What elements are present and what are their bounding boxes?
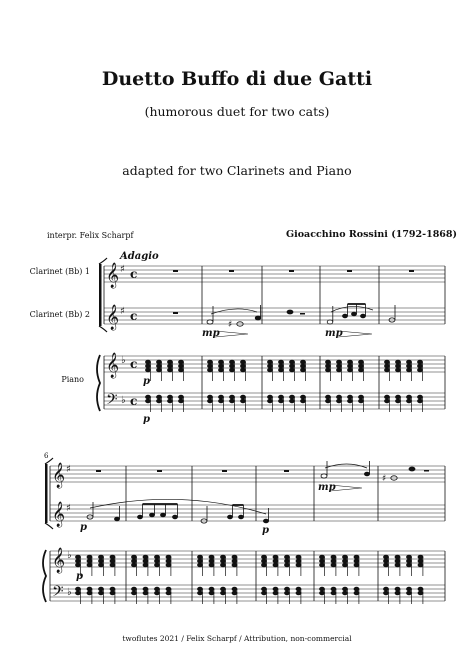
chord-notehead [132, 559, 137, 563]
chord-notehead [87, 559, 92, 563]
chord-notehead [331, 559, 336, 563]
svg-text:♯: ♯ [66, 464, 71, 475]
chord-notehead [166, 587, 171, 591]
chord-notehead [155, 555, 160, 559]
chord-notehead [76, 563, 81, 567]
chord-notehead [348, 360, 353, 364]
svg-text:𝄞: 𝄞 [52, 502, 66, 527]
chord-notehead [296, 555, 301, 559]
chord-notehead [268, 368, 273, 372]
staff-clarinet-1 [104, 266, 445, 282]
svg-text:c: c [130, 267, 138, 281]
chord-notehead [268, 395, 273, 399]
chord-notehead [208, 395, 213, 399]
chord-notehead [418, 364, 423, 368]
chord-notehead [285, 563, 290, 567]
chord-notehead [301, 360, 306, 364]
system-1-key-signature [120, 264, 126, 406]
chord-notehead [221, 587, 226, 591]
chord-notehead [395, 563, 400, 567]
tempo-marking: Adagio [120, 251, 159, 262]
chord-notehead [155, 591, 160, 595]
chord-notehead [209, 587, 214, 591]
chord-notehead [348, 399, 353, 403]
chord-notehead [99, 555, 104, 559]
svg-text:♭: ♭ [67, 550, 72, 561]
chord-notehead [110, 555, 115, 559]
chord-notehead [110, 587, 115, 591]
chord-notehead [209, 559, 214, 563]
chord-notehead [87, 563, 92, 567]
chord-notehead [268, 364, 273, 368]
chord-notehead [326, 399, 331, 403]
chord-notehead [168, 399, 173, 403]
chord-notehead [418, 559, 423, 563]
chord-notehead [359, 364, 364, 368]
chord-notehead [343, 591, 348, 595]
chord-notehead [221, 591, 226, 595]
chord-notehead [87, 591, 92, 595]
chord-notehead [146, 399, 151, 403]
chord-notehead [221, 563, 226, 567]
system-1-barlines [202, 266, 445, 409]
copyright-footer: twoflutes 2021 / Felix Scharpf / Attribution, non-commercial [122, 634, 352, 643]
svg-text:♭: ♭ [67, 587, 72, 598]
chord-notehead [230, 360, 235, 364]
svg-text:𝄢: 𝄢 [106, 391, 118, 412]
chord-notehead [320, 591, 325, 595]
interpreter-credit: interpr. Felix Scharpf [47, 231, 134, 240]
chord-notehead [418, 360, 423, 364]
chord-notehead [179, 395, 184, 399]
chord-notehead [343, 559, 348, 563]
chord-notehead [384, 559, 389, 563]
svg-text:c: c [130, 394, 138, 408]
chord-notehead [301, 395, 306, 399]
chord-notehead [166, 555, 171, 559]
chord-notehead [268, 399, 273, 403]
chord-notehead [385, 368, 390, 372]
chord-notehead [157, 399, 162, 403]
chord-notehead [285, 555, 290, 559]
chord-notehead [262, 563, 267, 567]
chord-notehead [155, 587, 160, 591]
chord-notehead [179, 364, 184, 368]
chord-notehead [157, 395, 162, 399]
chord-notehead [354, 555, 359, 559]
chord-notehead [232, 559, 237, 563]
chord-notehead [208, 360, 213, 364]
chord-notehead [395, 559, 400, 563]
svg-text:mp: mp [202, 328, 220, 339]
chord-notehead [273, 559, 278, 563]
chord-notehead [285, 559, 290, 563]
chord-notehead [219, 360, 224, 364]
chord-notehead [146, 364, 151, 368]
system-1-time-signature [130, 267, 137, 408]
chord-notehead [407, 559, 412, 563]
svg-text:♯: ♯ [66, 503, 71, 514]
chord-notehead [146, 395, 151, 399]
chord-notehead [219, 364, 224, 368]
chord-notehead [232, 555, 237, 559]
svg-text:p: p [80, 522, 87, 533]
chord-notehead [331, 555, 336, 559]
svg-text:𝄞: 𝄞 [106, 263, 120, 288]
chord-notehead [407, 364, 412, 368]
system-2-clefs [52, 462, 65, 604]
chord-notehead [99, 563, 104, 567]
chord-notehead [418, 591, 423, 595]
chord-notehead [219, 399, 224, 403]
chord-notehead [230, 368, 235, 372]
chord-notehead [232, 591, 237, 595]
chord-notehead [407, 591, 412, 595]
chord-notehead [209, 563, 214, 567]
staff-piano-bass [104, 393, 445, 409]
chord-notehead [208, 399, 213, 403]
chord-notehead [407, 587, 412, 591]
chord-notehead [279, 364, 284, 368]
chord-notehead [296, 591, 301, 595]
chord-notehead [337, 399, 342, 403]
chord-notehead [343, 563, 348, 567]
chord-notehead [285, 591, 290, 595]
chord-notehead [168, 368, 173, 372]
system-1-clefs [106, 262, 119, 412]
chord-notehead [354, 559, 359, 563]
chord-notehead [418, 587, 423, 591]
chord-notehead [296, 559, 301, 563]
svg-text:𝄞: 𝄞 [52, 548, 66, 573]
chord-notehead [168, 360, 173, 364]
chord-notehead [359, 360, 364, 364]
chord-notehead [132, 591, 137, 595]
chord-notehead [326, 364, 331, 368]
chord-notehead [279, 360, 284, 364]
chord-notehead [110, 591, 115, 595]
chord-notehead [326, 395, 331, 399]
chord-notehead [354, 587, 359, 591]
chord-notehead [395, 587, 400, 591]
chord-notehead [99, 559, 104, 563]
svg-text:𝄞: 𝄞 [52, 463, 66, 488]
svg-text:♯: ♯ [382, 474, 387, 484]
chord-notehead [110, 559, 115, 563]
system-2-key-signature [66, 464, 72, 598]
svg-text:♯: ♯ [228, 320, 233, 330]
chord-notehead [230, 364, 235, 368]
chord-notehead [208, 364, 213, 368]
arrangement-note: adapted for two Clarinets and Piano [122, 163, 352, 178]
chord-notehead [290, 368, 295, 372]
chord-notehead [219, 368, 224, 372]
chord-notehead [262, 555, 267, 559]
chord-notehead [87, 555, 92, 559]
instrument-label-clarinet-2: Clarinet (Bb) 2 [29, 310, 90, 319]
chord-notehead [320, 563, 325, 567]
chord-notehead [273, 591, 278, 595]
chord-notehead [279, 368, 284, 372]
chord-notehead [290, 395, 295, 399]
chord-notehead [230, 399, 235, 403]
chord-notehead [198, 563, 203, 567]
svg-text:♯: ♯ [120, 306, 125, 317]
chord-notehead [132, 587, 137, 591]
score-subtitle: (humorous duet for two cats) [144, 104, 330, 119]
clarinet-2-melody-system-2 [87, 499, 269, 523]
chord-notehead [418, 555, 423, 559]
chord-notehead [110, 563, 115, 567]
chord-notehead [168, 395, 173, 399]
chord-notehead [262, 591, 267, 595]
chord-notehead [396, 360, 401, 364]
chord-notehead [395, 555, 400, 559]
chord-notehead [418, 563, 423, 567]
chord-notehead [326, 368, 331, 372]
chord-notehead [359, 399, 364, 403]
chord-notehead [320, 559, 325, 563]
svg-text:mp: mp [318, 482, 336, 493]
chord-notehead [166, 559, 171, 563]
chord-notehead [385, 360, 390, 364]
chord-notehead [285, 587, 290, 591]
chord-notehead [407, 395, 412, 399]
chord-notehead [208, 368, 213, 372]
chord-notehead [385, 399, 390, 403]
chord-notehead [407, 360, 412, 364]
chord-notehead [230, 395, 235, 399]
chord-notehead [76, 587, 81, 591]
staff-clarinet-2-system-2 [50, 505, 445, 521]
svg-text:♭: ♭ [121, 395, 126, 406]
chord-notehead [232, 563, 237, 567]
chord-notehead [179, 368, 184, 372]
svg-text:♭: ♭ [121, 355, 126, 366]
chord-notehead [76, 559, 81, 563]
score-title: Duetto Buffo di due Gatti [101, 68, 373, 90]
instrument-label-piano: Piano [61, 375, 84, 384]
chord-notehead [241, 368, 246, 372]
system-2-barlines [126, 466, 445, 601]
chord-notehead [262, 587, 267, 591]
chord-notehead [241, 360, 246, 364]
chord-notehead [241, 399, 246, 403]
chord-notehead [301, 399, 306, 403]
svg-text:p: p [143, 414, 150, 425]
chord-notehead [219, 395, 224, 399]
chord-notehead [198, 555, 203, 559]
chord-notehead [418, 399, 423, 403]
chord-notehead [359, 368, 364, 372]
chord-notehead [198, 559, 203, 563]
chord-notehead [209, 555, 214, 559]
chord-notehead [348, 395, 353, 399]
chord-notehead [407, 368, 412, 372]
svg-text:𝄞: 𝄞 [106, 353, 120, 378]
chord-notehead [76, 555, 81, 559]
chord-notehead [337, 360, 342, 364]
chord-notehead [279, 395, 284, 399]
chord-notehead [241, 395, 246, 399]
chord-notehead [290, 364, 295, 368]
chord-notehead [385, 364, 390, 368]
chord-notehead [132, 563, 137, 567]
chord-notehead [320, 587, 325, 591]
chord-notehead [99, 587, 104, 591]
chord-notehead [354, 563, 359, 567]
chord-notehead [143, 587, 148, 591]
instrument-label-clarinet-1: Clarinet (Bb) 1 [29, 267, 90, 276]
chord-notehead [348, 368, 353, 372]
chord-notehead [396, 395, 401, 399]
chord-notehead [337, 364, 342, 368]
chord-notehead [301, 364, 306, 368]
chord-notehead [132, 555, 137, 559]
chord-notehead [268, 360, 273, 364]
chord-notehead [262, 559, 267, 563]
chord-notehead [155, 563, 160, 567]
chord-notehead [166, 563, 171, 567]
chord-notehead [76, 591, 81, 595]
chord-notehead [331, 591, 336, 595]
chord-notehead [198, 591, 203, 595]
svg-text:𝄢: 𝄢 [52, 583, 64, 604]
chord-notehead [396, 368, 401, 372]
chord-notehead [87, 587, 92, 591]
chord-notehead [241, 364, 246, 368]
chord-notehead [326, 360, 331, 364]
chord-notehead [407, 399, 412, 403]
chord-notehead [343, 555, 348, 559]
chord-notehead [348, 364, 353, 368]
chord-notehead [157, 368, 162, 372]
svg-text:c: c [130, 357, 138, 371]
piano-chords-system-2 [76, 555, 423, 604]
chord-notehead [221, 555, 226, 559]
chord-notehead [396, 399, 401, 403]
chord-notehead [209, 591, 214, 595]
svg-text:mp: mp [325, 328, 343, 339]
chord-notehead [273, 587, 278, 591]
chord-notehead [354, 591, 359, 595]
chord-notehead [157, 360, 162, 364]
chord-notehead [384, 555, 389, 559]
svg-text:p: p [262, 525, 269, 536]
chord-notehead [395, 591, 400, 595]
chord-notehead [99, 591, 104, 595]
clarinet-1-melody-system-2 [321, 461, 429, 484]
chord-notehead [143, 555, 148, 559]
chord-notehead [418, 368, 423, 372]
chord-notehead [273, 555, 278, 559]
chord-notehead [359, 395, 364, 399]
chord-notehead [337, 368, 342, 372]
chord-notehead [232, 587, 237, 591]
composer-credit: Gioacchino Rossini (1792-1868) [286, 229, 458, 240]
svg-text:𝄞: 𝄞 [106, 305, 120, 330]
chord-notehead [331, 563, 336, 567]
chord-notehead [407, 555, 412, 559]
dynamic-mp-system-1 [202, 328, 343, 339]
chord-notehead [301, 368, 306, 372]
bar-number: 6 [44, 452, 49, 460]
chord-notehead [279, 399, 284, 403]
chord-notehead [331, 587, 336, 591]
chord-notehead [407, 563, 412, 567]
chord-notehead [296, 563, 301, 567]
chord-notehead [157, 364, 162, 368]
chord-notehead [155, 559, 160, 563]
chord-notehead [337, 395, 342, 399]
svg-text:♯: ♯ [120, 264, 125, 275]
svg-text:p: p [76, 571, 83, 582]
chord-notehead [198, 587, 203, 591]
chord-notehead [166, 591, 171, 595]
svg-text:c: c [130, 309, 138, 323]
chord-notehead [143, 591, 148, 595]
chord-notehead [343, 587, 348, 591]
chord-notehead [179, 399, 184, 403]
chord-notehead [143, 563, 148, 567]
chord-notehead [384, 591, 389, 595]
chord-notehead [320, 555, 325, 559]
staff-piano-treble [104, 356, 445, 372]
chord-notehead [168, 364, 173, 368]
chord-notehead [418, 395, 423, 399]
chord-notehead [221, 559, 226, 563]
chord-notehead [384, 587, 389, 591]
svg-text:p: p [143, 376, 150, 387]
chord-notehead [143, 559, 148, 563]
chord-notehead [179, 360, 184, 364]
hairpins-system-1 [215, 331, 372, 337]
chord-notehead [290, 360, 295, 364]
chord-notehead [296, 587, 301, 591]
chord-notehead [146, 360, 151, 364]
chord-notehead [385, 395, 390, 399]
chord-notehead [146, 368, 151, 372]
chord-notehead [273, 563, 278, 567]
chord-notehead [384, 563, 389, 567]
chord-notehead [290, 399, 295, 403]
chord-notehead [396, 364, 401, 368]
whole-rest-clarinet-2-bar1 [173, 312, 178, 314]
